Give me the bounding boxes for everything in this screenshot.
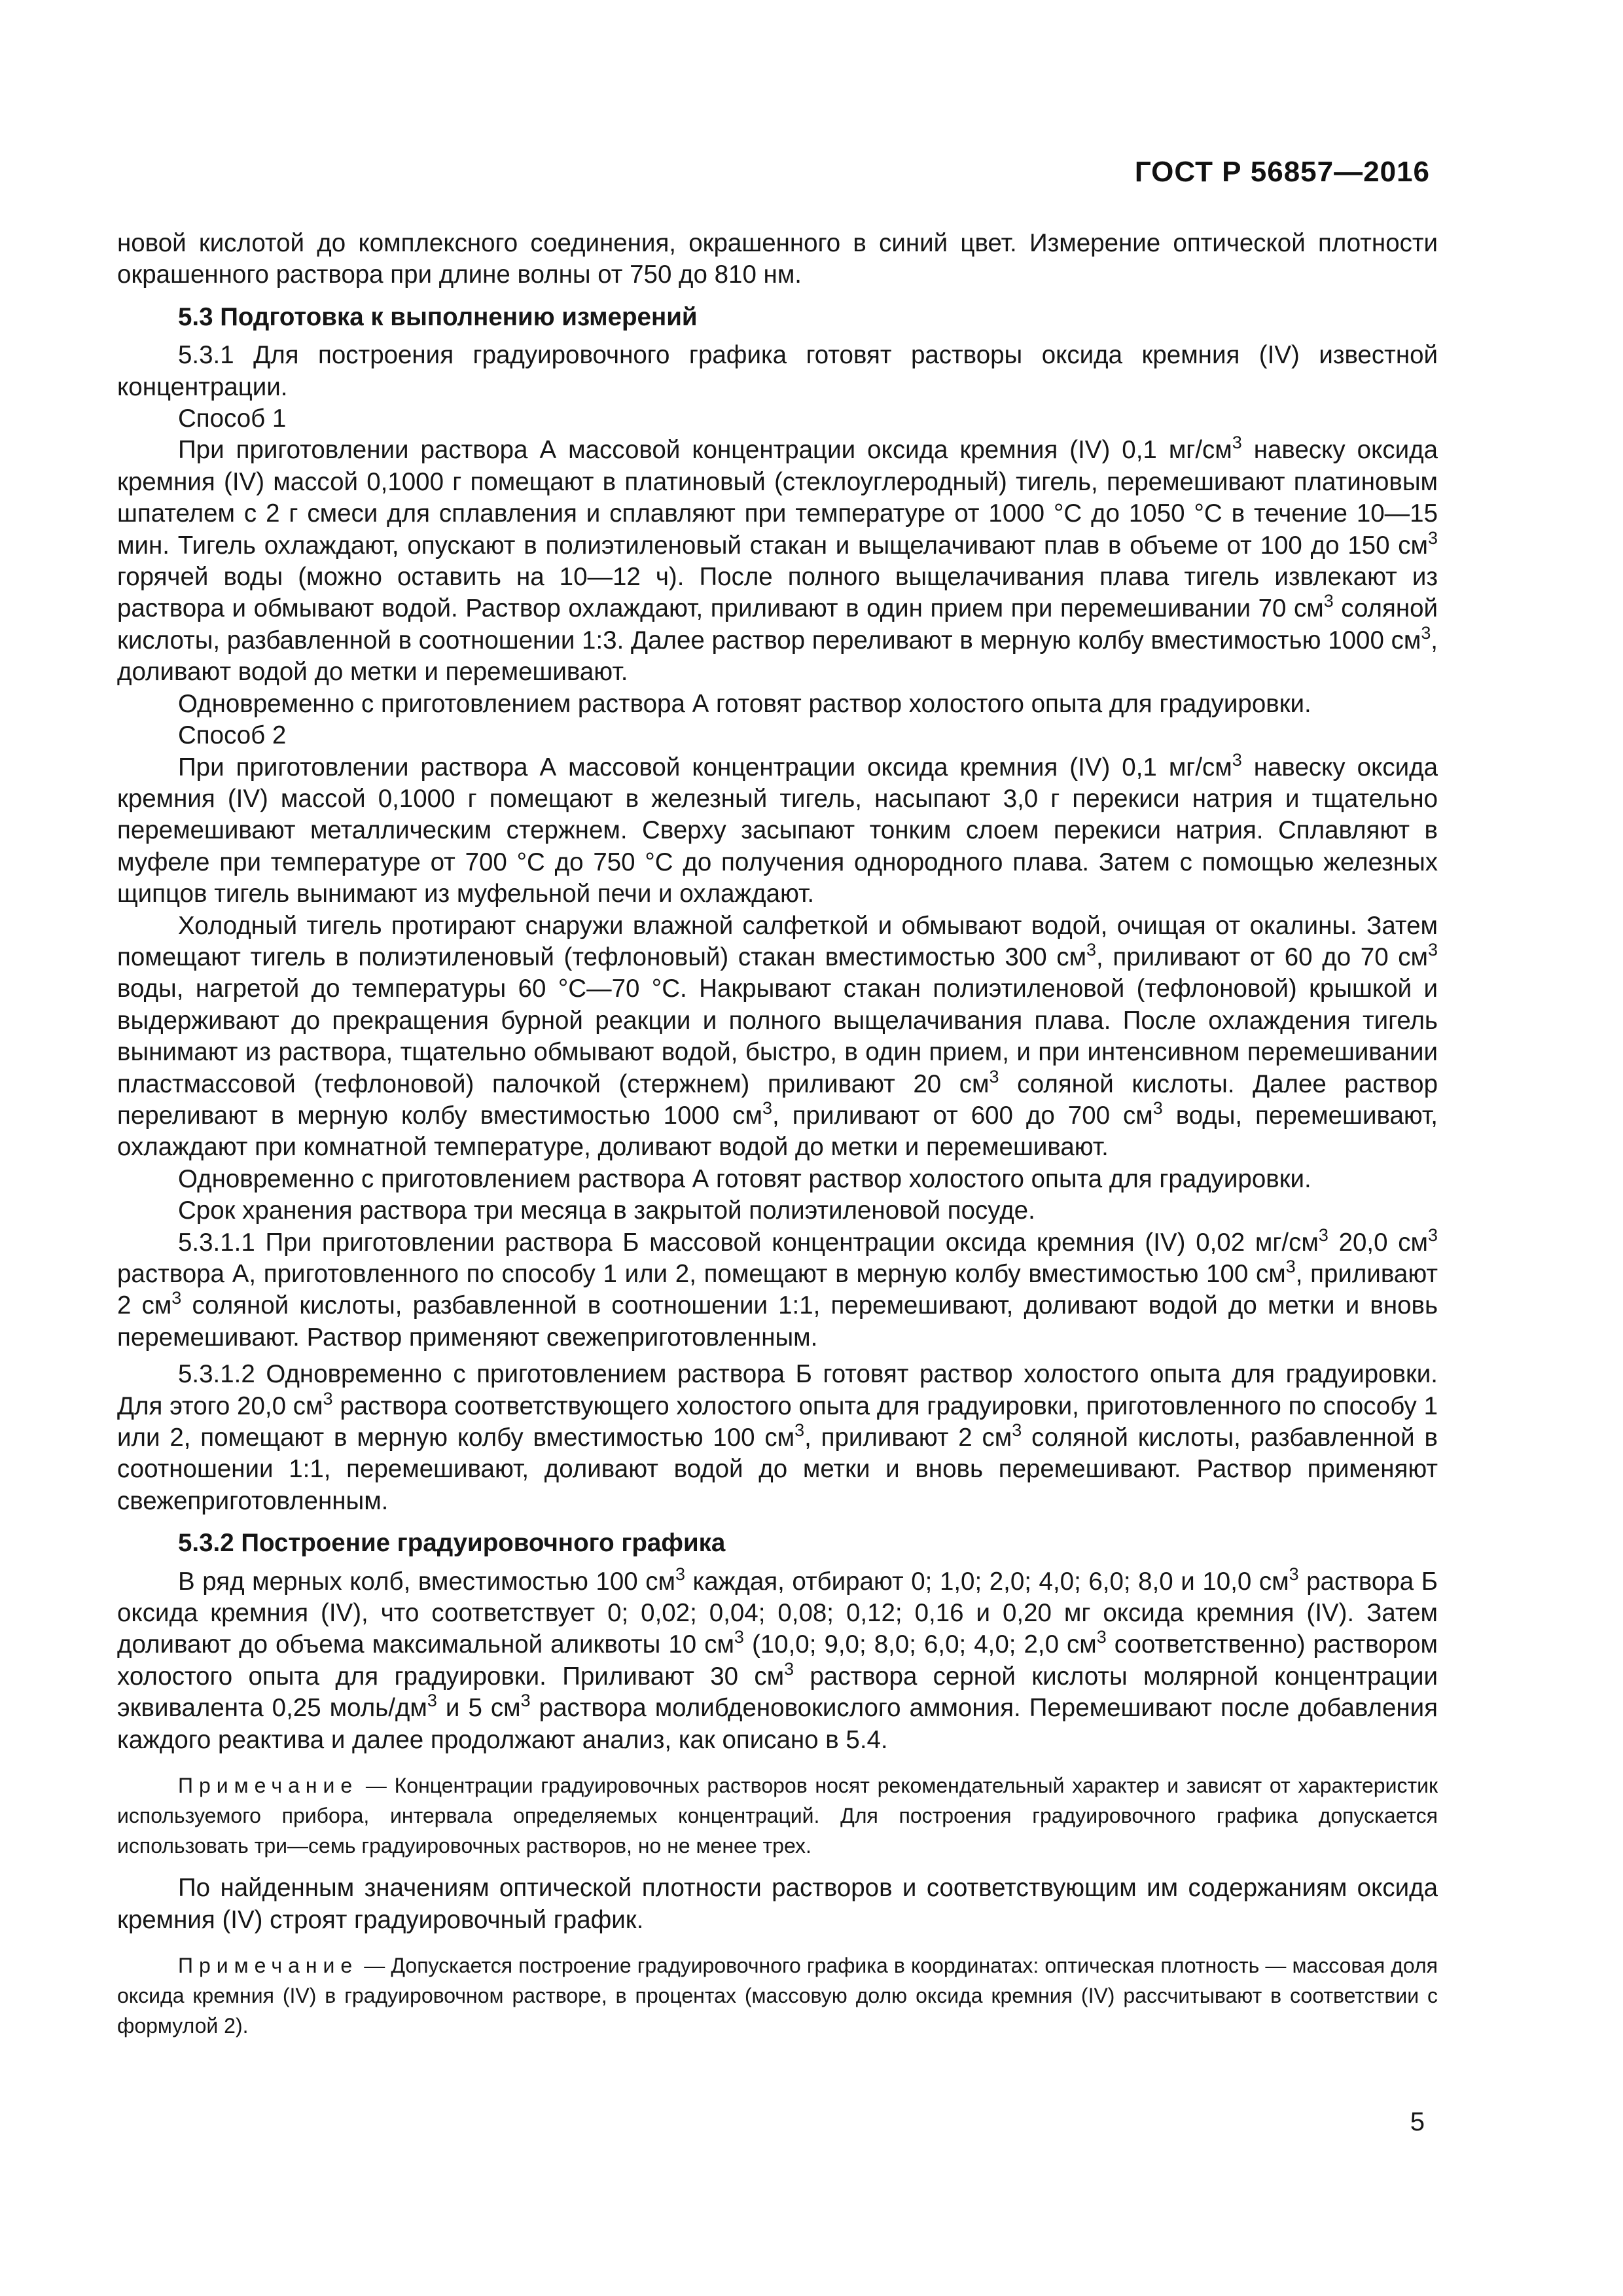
paragraph: Одновременно с приготовлением раствора А готовят раствор холостого опыта для градуировки. xyxy=(178,1164,1311,1193)
paragraph: 5.3.1 Для построения градуировочного графика готовят растворы оксида кремния (IV) известной концентрации. xyxy=(117,341,1438,401)
note-text: — Концентрации градуировочных растворов носят рекомендательный характер и зависят от характеристик используемого прибора, интервала определяемых концентраций. Для построения градуировочного графика допускается использовать три—семь градуировочных растворов, но не менее трех. xyxy=(117,1774,1438,1858)
paragraph: 5.3.1.2 Одновременно с приготовлением раствора Б готовят раствор холостого опыта для градуировки. Для этого 20,0 $см^3$ раствора соответствующего холостого опыта для градуировки, приготовленного по способу 1 или 2, помещают в мерную колбу вместимостью 100 $см^3$, приливают 2 $см^3$ соляной кислоты, разбавленной в соотношении 1:1, перемешивают, доливают водой до метки и вновь перемешивают. Раствор применяют свежеприготовленным. xyxy=(117,1360,1438,1515)
note-label: Примечание xyxy=(178,1774,359,1798)
paragraph: Одновременно с приготовлением раствора А готовят раствор холостого опыта для градуировки. xyxy=(178,689,1311,718)
note-text: — Допускается построение градуировочного графика в координатах: оптическая плотность — массовая доля оксида кремния (IV) в градуировочном растворе, в процентах (массовую долю оксида кремния (IV) рассчитывают в соответствии с формулой 2). xyxy=(117,1953,1438,2037)
paragraph: Срок хранения раствора три месяца в закрытой полиэтиленовой посуде. xyxy=(178,1196,1035,1225)
document-body xyxy=(117,228,1438,2053)
note-label: Примечание xyxy=(178,1953,359,1977)
method-label: Способ 2 xyxy=(178,721,287,750)
paragraph: При приготовлении раствора А массовой концентрации оксида кремния (IV) 0,1 $мг/см^3$ навеску оксида кремния (IV) массой 0,1000 г помещают в железный тигель, насыпают 3,0 г перекиси натрия и тщательно перемешивают металлическим стержнем. Сверху засыпают тонким слоем перекиси натрия. Сплавляют в муфеле при температуре от 700 °С до 750 °С до получения однородного плава. Затем с помощью железных щипцов тигель вынимают из муфельной печи и охлаждают. xyxy=(117,749,1438,908)
paragraph: В ряд мерных колб, вместимостью 100 $см^3$ каждая, отбирают 0; 1,0; 2,0; 4,0; 6,0; 8,0 и 10,0 $см^3$ раствора Б оксида кремния (IV), что соответствует 0; 0,02; 0,04; 0,08; 0,12; 0,16 и 0,20 мг оксида кремния (IV). Затем доливают до объема максимальной аликвоты 10 $см^3$ (10,0; 9,0; 8,0; 6,0; 4,0; 2,0 $см^3$ соответственно) раствором холостого опыта для градуировки. Приливают 30 $см^3$ раствора серной кислоты молярной концентрации эквивалента 0,25 моль/$дм^3$ и 5 $см^3$ раствора молибденовокислого аммония. Перемешивают после добавления каждого реактива и далее продолжают анализ, как описано в 5.4. xyxy=(117,1564,1438,1754)
paragraph: новой кислотой до комплексного соединения, окрашенного в синий цвет. Измерение оптической плотности окрашенного раствора при длине волны от 750 до 810 нм. xyxy=(117,229,1438,289)
paragraph: 5.3.1.1 При приготовлении раствора Б массовой концентрации оксида кремния (IV) 0,02 $мг/см^3$ 20,0 $см^3$ раствора А, приготовленного по способу 1 или 2, помещают в мерную колбу вместимостью 100 $см^3$, приливают 2 $см^3$ соляной кислоты, разбавленной в соотношении 1:1, перемешивают, доливают водой до метки и вновь перемешивают. Раствор применяют свежеприготовленным. xyxy=(117,1225,1438,1352)
standard-header: ГОСТ Р 56857—2016 xyxy=(1134,156,1430,188)
note xyxy=(117,1950,1438,2041)
paragraph: Холодный тигель протирают снаружи влажной салфеткой и обмывают водой, очищая от окалины. Затем помещают тигель в полиэтиленовый (тефлоновый) стакан вместимостью 300 $см^3$, приливают от 60 до 70 $см^3$ воды, нагретой до температуры 60 °С—70 °С. Накрывают стакан полиэтиленовой (тефлоновой) крышкой и выдерживают до прекращения бурной реакции и полного выщелачивания плава. После охлаждения тигель вынимают из раствора, тщательно обмывают водой, быстро, в один прием, и при интенсивном перемешивании пластмассовой (тефлоновой) палочкой (стержнем) приливают 20 $см^3$ соляной кислоты. Далее раствор переливают в мерную колбу вместимостью 1000 $см^3$, приливают от 600 до 700 $см^3$ воды, перемешивают, охлаждают при комнатной температуре, доливают водой до метки и перемешивают. xyxy=(117,911,1438,1162)
note xyxy=(117,1770,1438,1861)
section-heading: 5.3.2 Построение градуировочного графика xyxy=(178,1529,726,1558)
page-number: 5 xyxy=(1410,2108,1425,2136)
method-label: Способ 1 xyxy=(178,404,287,433)
paragraph: По найденным значениям оптической плотности растворов и соответствующим им содержаниям оксида кремния (IV) строят градуировочный график. xyxy=(117,1874,1438,1934)
paragraph: При приготовлении раствора А массовой концентрации оксида кремния (IV) 0,1 $мг/см^3$ навеску оксида кремния (IV) массой 0,1000 г помещают в платиновый (стеклоуглеродный) тигель, перемешивают платиновым шпателем с 2 г смеси для сплавления и сплавляют при температуре от 1000 °С до 1050 °С в течение 10—15 мин. Тигель охлаждают, опускают в полиэтиленовый стакан и выщелачивают плав в объеме от 100 до 150 $см^3$ горячей воды (можно оставить на 10—12 ч). После полного выщелачивания плава тигель извлекают из раствора и обмывают водой. Раствор охлаждают, приливают в один прием при перемешивании 70 $см^3$ соляной кислоты, разбавленной в соотношении 1:3. Далее раствор переливают в мерную колбу вместимостью 1000 $см^3$, доливают водой до метки и перемешивают. xyxy=(117,433,1438,687)
section-heading: 5.3 Подготовка к выполнению измерений xyxy=(178,302,698,331)
